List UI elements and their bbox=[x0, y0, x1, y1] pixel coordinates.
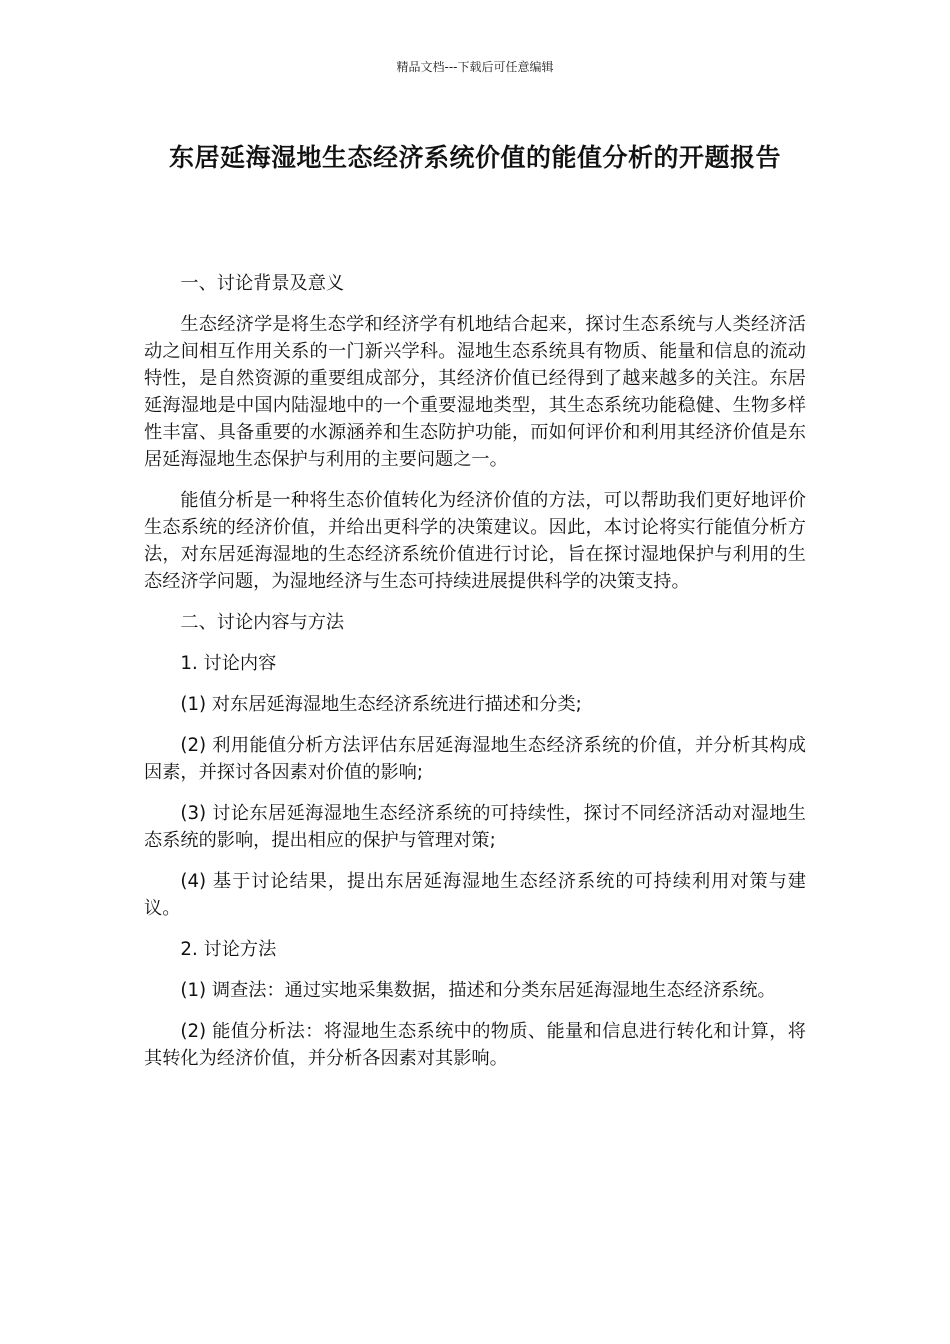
subheading-research-methods: 2. 讨论方法 bbox=[180, 939, 277, 960]
header-note: 精品文档---下载后可任意编辑 bbox=[396, 60, 554, 74]
list-item-content-1: (1) 对东居延海湿地生态经济系统进行描述和分类; bbox=[180, 694, 582, 715]
subheading-research-content: 1. 讨论内容 bbox=[180, 653, 277, 674]
list-item-method-1: (1) 调查法：通过实地采集数据，描述和分类东居延海湿地生态经济系统。 bbox=[180, 980, 776, 1001]
list-item-content-2: (2) 利用能值分析方法评估东居延海湿地生态经济系统的价值，并分析其构成因素，并探讨各因素对价值的影响; bbox=[144, 735, 806, 783]
paragraph-background-1: 生态经济学是将生态学和经济学有机地结合起来，探讨生态系统与人类经济活动之间相互作用关系的一门新兴学科。湿地生态系统具有物质、能量和信息的流动特性，是自然资源的重要组成部分，其经济价值已经得到了越来越多的关注。东居延海湿地是中国内陆湿地中的一个重要湿地类型，其生态系统功能稳健、生物多样性丰富、具备重要的水源涵养和生态防护功能，而如何评价和利用其经济价值是东居延海湿地生态保护与利用的主要问题之一。 bbox=[144, 314, 806, 470]
list-item-method-2: (2) 能值分析法：将湿地生态系统中的物质、能量和信息进行转化和计算，将其转化为经济价值，并分析各因素对其影响。 bbox=[144, 1021, 806, 1069]
section-heading-background: 一、讨论背景及意义 bbox=[180, 273, 345, 294]
document-body bbox=[144, 270, 806, 1086]
list-item-content-4: (4) 基于讨论结果，提出东居延海湿地生态经济系统的可持续利用对策与建议。 bbox=[144, 871, 806, 919]
paragraph-background-2: 能值分析是一种将生态价值转化为经济价值的方法，可以帮助我们更好地评价生态系统的经济价值，并给出更科学的决策建议。因此，本讨论将实行能值分析方法，对东居延海湿地的生态经济系统价值进行讨论，旨在探讨湿地保护与利用的生态经济学问题，为湿地经济与生态可持续进展提供科学的决策支持。 bbox=[144, 490, 806, 592]
document-title: 东居延海湿地生态经济系统价值的能值分析的开题报告 bbox=[168, 143, 781, 172]
section-heading-content-methods: 二、讨论内容与方法 bbox=[180, 612, 345, 633]
list-item-content-3: (3) 讨论东居延海湿地生态经济系统的可持续性，探讨不同经济活动对湿地生态系统的影响，提出相应的保护与管理对策; bbox=[144, 803, 806, 851]
